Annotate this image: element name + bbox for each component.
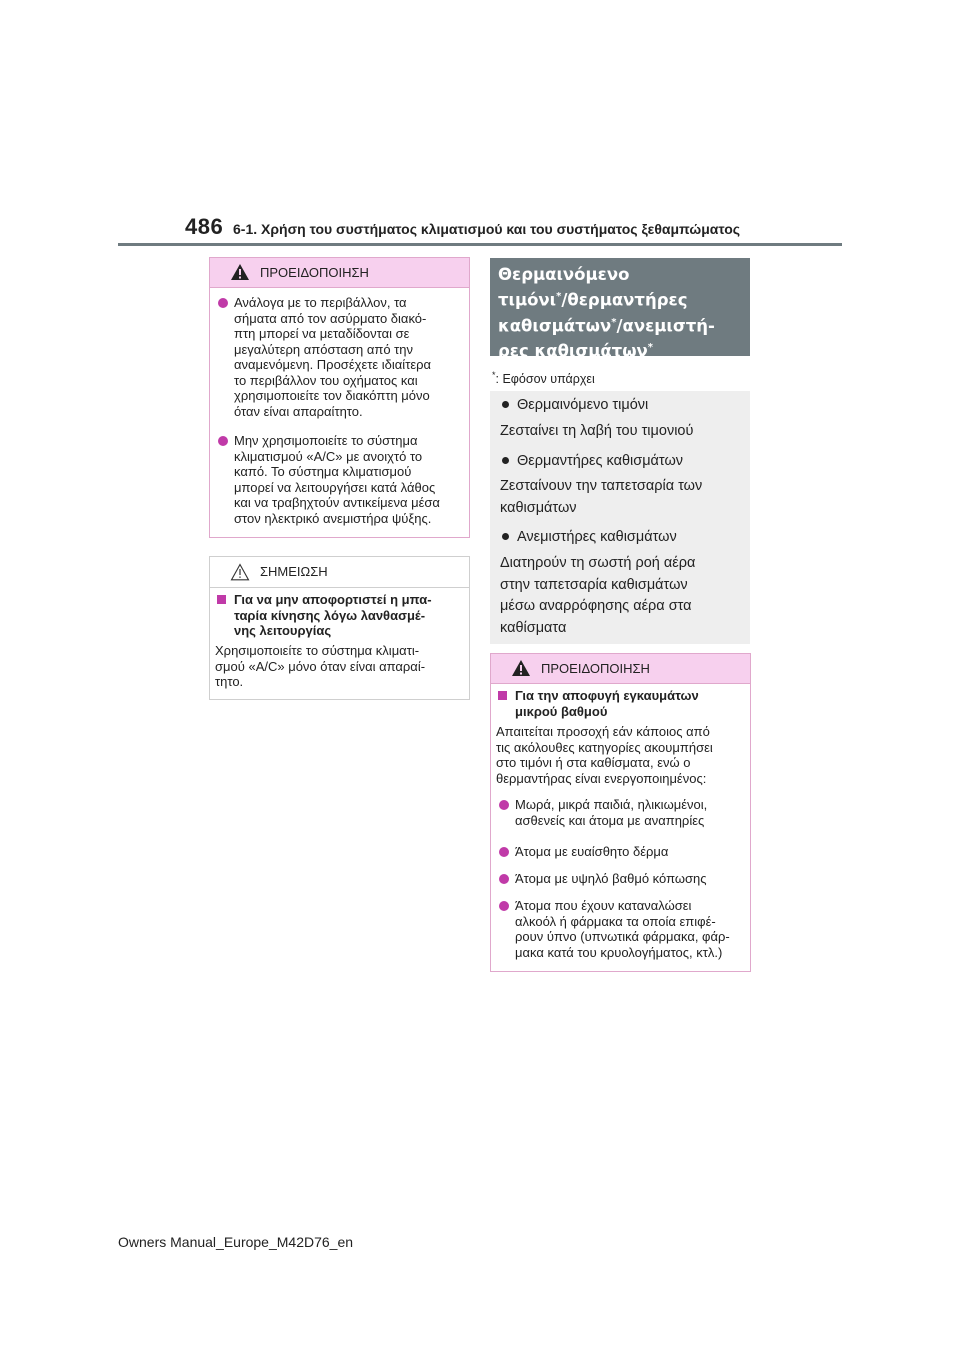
bullet-icon [499,847,509,857]
warning-item: Μωρά, μικρά παιδιά, ηλικιωμένοι, ασθενείς και άτομα με αναπηρίες [496,797,765,828]
bullet-icon [499,874,509,884]
chapter-title: 6-1. Χρήση του συστήματος κλιματισμού και του συστήματος ξεθαμπώματος [233,221,741,237]
warning-heading: Για την αποφυγή εγκαυμάτων μικρού βαθμού [496,688,765,719]
bullet-icon [502,533,509,540]
square-bullet-icon [217,595,226,604]
note-box [209,556,470,700]
footer-doc-id: Owners Manual_Europe_M42D76_en [118,1234,354,1250]
bullet-icon [218,298,228,308]
bullet-icon [499,800,509,810]
square-bullet-icon [498,691,507,700]
warning-triangle-icon [511,659,531,677]
feature-title: Θερμαινόμενο τιμόνι [500,397,648,413]
warning-title: ΠΡΟΕΙΔΟΠΟΙΗΣΗ [541,661,650,676]
warning-box-radiator [209,257,470,538]
warning-title: ΠΡΟΕΙΔΟΠΟΙΗΣΗ [260,265,369,280]
feature-title: Θερμαντήρες καθισμάτων [500,453,683,469]
note-heading: Για να μην αποφορτιστεί η μπα- ταρία κίνησης λόγω λανθασμέ- νης λειτουργίας [215,592,484,639]
warning-header [210,258,469,288]
page-number: 486 [185,214,224,239]
warning-item: Άτομα με ευαίσθητο δέρμα [496,844,765,860]
warning-header [491,654,750,684]
header-divider [118,243,842,246]
warning-triangle-icon [230,263,250,281]
warning-box-burns [490,653,751,972]
feature-description: Ζεσταίνει τη λαβή του τιμονιού [500,423,694,439]
note-header [210,557,469,588]
bullet-icon [499,901,509,911]
note-title: ΣΗΜΕΙΩΣΗ [260,564,328,579]
warning-item: Άτομα που έχουν καταναλώσει αλκοόλ ή φάρμακα τα οποία επιφέ- ρουν ύπνο (υπνωτικά φάρμακα, φάρ- μακα κατά του κρυολογήματος, κτλ.) [496,898,765,960]
bullet-icon [502,401,509,408]
section-heading: Θερμαινόμενο τιμόνι*/θερμαντήρες καθισμάτων*/ανεμιστή- ρες καθισμάτων* [490,258,750,356]
footnote: *: Εφόσον υπάρχει [492,370,595,387]
note-body: Χρησιμοποιείτε το σύστημα κλιματι- σμού «A/C» μόνο όταν είναι απαραί- τητο. [215,643,426,689]
feature-list [490,391,750,644]
feature-description: Ζεσταίνουν την ταπετσαρία των καθισμάτων [500,478,703,516]
bullet-icon [502,457,509,464]
note-triangle-icon [230,563,250,581]
warning-item: Άτομα με υψηλό βαθμό κόπωσης [496,871,765,887]
bullet-icon [218,436,228,446]
warning-item: Ανάλογα με το περιβάλλον, τα σήματα από τον ασύρματο διακό- πτη μπορεί να μεταδίδονται σε μεγαλύτερη απόσταση από την αναμενόμενη. Προσέχετε ιδιαίτερα το περιβάλλον του οχήματος και χρησιμοποιείτε τον διακόπτη μόνο όταν είναι απαραίτητο. [215,295,484,419]
feature-description: Διατηρούν τη σωστή ροή αέρα στην ταπετσαρία καθισμάτων μέσω αναρρόφησης αέρα στα καθίσματα [500,555,696,636]
warning-body: Απαιτείται προσοχή εάν κάποιος από τις ακόλουθες κατηγορίες ακουμπήσει στο τιμόνι ή στα καθίσματα, ενώ ο θερμαντήρας είναι ενεργοποιημένος: [496,724,713,786]
warning-item: Μην χρησιμοποιείτε το σύστημα κλιματισμού «A/C» με ανοιχτό το καπό. Το σύστημα κλιματισμού μπορεί να λειτουργήσει κατά λάθος και να τραβηχτούν αντικείμενα μέσα στον ηλεκτρικό ανεμιστήρα ψύξης. [215,433,484,526]
feature-title: Ανεμιστήρες καθισμάτων [500,529,677,545]
